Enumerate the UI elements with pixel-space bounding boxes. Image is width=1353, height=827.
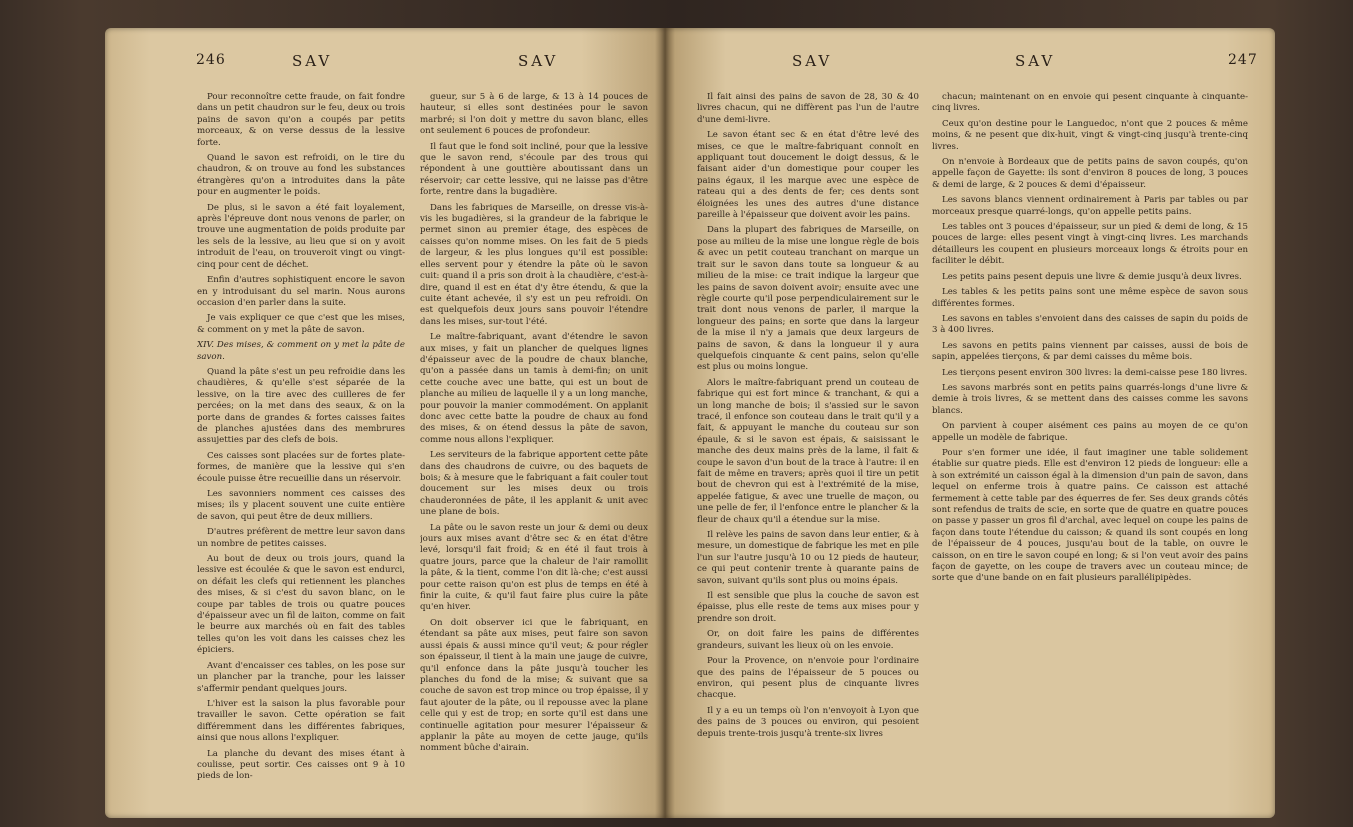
paragraph: Il faut que le fond soit incliné, pour que la lessive que le savon rend, s'écoule par des trous qui répondent à une gouttière aboutissant dans un réservoir; car cette lessive, qui ne laisse pas d'être forte, rentre dans la bugadière. — [420, 141, 648, 198]
paragraph: Il y a eu un temps où l'on n'envoyoit à Lyon que des pains de 3 pouces ou environ, qui pesoient depuis trente-trois jusqu'à trente-six livres — [697, 705, 919, 739]
paragraph: Il est sensible que plus la couche de savon est épaisse, plus elle reste de tems aux mises pour y prendre son droit. — [697, 591, 919, 624]
paragraph: L'hiver est la saison la plus favorable pour travailler le savon. Cette opération se fait différemment dans les différentes fabriques, ainsi que nous allons l'expliquer. — [197, 698, 405, 744]
page-number-right: 247 — [1228, 52, 1258, 68]
paragraph: Dans la plupart des fabriques de Marseille, on pose au milieu de la mise une longue règle de bois & avec un petit couteau tranchant on marque un trait sur le savon dans toute sa longueur & au milieu de la mise: ce trait indique la largeur que les pains de savon doivent avoir; ensuite avec une règle courte qu'il pose perpendiculairement sur le trait dont nous venons de parler, il marque la longueur des pains; en sorte que dans la largeur de la mise il n'y a jamais que deux largeurs de pains de savon, & dans la longueur il y aura quelquefois cinquante & cent pains, selon qu'elle est plus ou moins longue. — [697, 225, 919, 373]
paragraph: Les petits pains pesent depuis une livre & demie jusqu'à deux livres. — [942, 271, 1242, 282]
paragraph: Dans les fabriques de Marseille, on dresse vis-à-vis les bugadières, si la grandeur de la fabrique le permet sinon au premier étage, des espèces de caisses qu'on nomme mises. On les fait de 5 pieds de largeur, & les plus longues qu'il est possible: elles servent pour y étendre la pâte où le savon cuit: quand il a pris son droit à la chaudière, c'est-à-dire, quand il est en état d'y être étendu, & que la cuite étant achevée, il s'y est un peu refroidi. On est quelquefois deux jours sans pouvoir l'étendre dans les mises, sur-tout l'été. — [420, 202, 648, 327]
paragraph: Quand la pâte s'est un peu refroidie dans les chaudières, & qu'elle s'est séparée de la lessive, on la tire avec des cuilleres de fer percées; on la met dans des seaux, & on la porte dans de grandes & fortes caisses faites de planches ajustées dans des membrures assujetties par des clefs de bois. — [197, 366, 405, 446]
paragraph: D'autres préfèrent de mettre leur savon dans un nombre de petites caisses. — [197, 527, 405, 549]
running-head-left-col1: SAV — [292, 52, 333, 70]
paragraph: On n'envoie à Bordeaux que de petits pains de savon coupés, qu'on appelle façon de Gayette: ils sont d'environ 8 pouces de long, 3 pouces & demi de large, & 2 pouces & demi d'épaisseur. — [932, 157, 1248, 190]
paragraph: Or, on doit faire les pains de différentes grandeurs, suivant les lieux où on les envoie. — [697, 629, 919, 651]
paragraph: chacun; maintenant on en envoie qui pesent cinquante à cinquante-cinq livres. — [932, 92, 1248, 114]
paragraph: Les tables ont 3 pouces d'épaisseur, sur un pied & demi de long, & 15 pouces de large: elles pesent vingt à vingt-cinq livres. Les marchands détailleurs les coupent en plusieurs morceaux longs & étroits pour en faciliter le débit. — [932, 222, 1248, 267]
running-head-left-col2: SAV — [518, 52, 559, 70]
paragraph: Il relève les pains de savon dans leur entier, & à mesure, un domestique de fabrique les met en pile l'un sur l'autre jusqu'à 10 ou 12 pieds de hauteur, ce qui peut contenir trente à quarante pains de savon, suivant qu'ils sont plus ou moins épais. — [697, 530, 919, 586]
paragraph: XIV. Des mises, & comment on y met la pâte de savon. — [197, 340, 405, 362]
paragraph: gueur, sur 5 à 6 de large, & 13 à 14 pouces de hauteur, si elles sont destinées pour le savon marbré; si l'on doit y mettre du savon blanc, elles ont seulement 6 pouces de profondeur. — [420, 92, 648, 137]
paragraph: Les savonniers nomment ces caisses des mises; ils y placent souvent une cuite entière de savon, qui peut être de deux milliers. — [197, 489, 405, 522]
book-gutter — [655, 28, 675, 818]
paragraph: Alors le maître-fabriquant prend un couteau de fabrique qui est fort mince & tranchant, & qui a un long manche de bois; il s'assied sur le savon tracé, il enfonce son couteau dans le trait qu'il y a fait, & appuyant le manche du couteau sur son épaule, & si le savon est épais, & saisissant le manche des deux mains près de la lame, il fait & coupe le savon d'un bout de la trace à l'autre: il en fait de même en travers; après quoi il tire un petit bout de chevron qui est à l'extrémité de la mise, appelée fatigue, & avec une truelle de maçon, ou une pelle de fer, il l'enfonce entre le plancher & la fleur de chaux qu'il a étendue sur la mise. — [697, 377, 919, 525]
paragraph: Il fait ainsi des pains de savon de 28, 30 & 40 livres chacun, qui ne diffèrent pas l'un de l'autre d'une demi-livre. — [697, 92, 919, 125]
page-number-left: 246 — [196, 52, 226, 68]
paragraph: La planche du devant des mises étant à coulisse, peut sortir. Ces caisses ont 9 à 10 pieds de lon- — [197, 748, 405, 782]
paragraph: La pâte ou le savon reste un jour & demi ou deux jours aux mises avant d'être sec & en état d'être levé, lorsqu'il fait froid; & en été il faut trois à quatre jours, parce que la chaleur de l'air ramollit la pâte, & la tient, comme l'on dit là-che; c'est aussi pour cette raison qu'on est plus de temps en été à finir la cuite, & qu'il faut faire plus cuire la pâte qu'en hiver. — [420, 522, 648, 613]
paragraph: Quand le savon est refroidi, on le tire du chaudron, & on trouve au fond les substances étrangères qu'on a introduites dans la pâte pour en augmenter le poids. — [197, 153, 405, 198]
paragraph: Pour la Provence, on n'envoie pour l'ordinaire que des pains de l'épaisseur de 5 pouces ou environ, qui pesent plus de cinquante livres chacque. — [697, 656, 919, 701]
paragraph: Enfin d'autres sophistiquent encore le savon en y introduisant du sel marin. Nous aurons occasion d'en parler dans la suite. — [197, 275, 405, 308]
paragraph: Ceux qu'on destine pour le Languedoc, n'ont que 2 pouces & même moins, & ne pesent que dix-huit, vingt & vingt-cinq jusqu'à trente-cinq livres. — [932, 118, 1248, 152]
paragraph: Les savons marbrés sont en petits pains quarrés-longs d'une livre & demie à trois livres, & se mettent dans des caisses comme les savons blancs. — [932, 382, 1248, 416]
running-head-right-col1: SAV — [792, 52, 833, 70]
paragraph: Pour s'en former une idée, il faut imaginer une table solidement établie sur quatre pieds. Elle est d'environ 12 pieds de longueur: elle a à son extrémité un caisson égal à la dimension d'un pain de savon, dans lequel on enferme trois à quatre pains. Ce caisson est attaché fermement à cette table par des équerres de fer. Ses deux grands côtés sont refendus de traits de scie, en sorte que de quatre en quatre pouces on passe y passer un gros fil d'archal, avec lequel on coupe les pains de façon dans toute l'étendue du caisson; & quand ils sont coupés en long de l'épaisseur de 4 pouces, jusqu'au bout de la table, on ouvre le caisson, on en tire le savon coupé en long; & si l'on veut avoir des pains façon de gayette, on les coupe de travers avec un couteau mince; de sorte que d'une bande on en fait plusieurs parallélipipèdes. — [932, 447, 1248, 584]
paragraph: Pour reconnoître cette fraude, on fait fondre dans un petit chaudron sur le feu, deux ou trois pains de savon qu'on a coupés par petits morceaux, & on verse dessus de la lessive forte. — [197, 92, 405, 148]
paragraph: De plus, si le savon a été fait loyalement, après l'épreuve dont nous venons de parler, on trouve une augmentation de poids produite par les sels de la lessive, au lieu que si on y avoit introduit de l'eau, on trouveroit vingt ou vingt-cinq pour cent de déchet. — [197, 202, 405, 270]
paragraph: Au bout de deux ou trois jours, quand la lessive est écoulée & que le savon est endurci, on défait les clefs qui retiennent les planches des mises, & si c'est du savon blanc, on le coupe par tables de trois ou quatre pouces d'épaisseur avec un fil de laiton, comme on fait le beurre aux marchés où en fait des tables telles qu'on les voit dans les caisses chez les épiciers. — [197, 554, 405, 656]
paragraph: Ces caisses sont placées sur de fortes plate-formes, de manière que la lessive qui s'en écoule puisse être recueillie dans un réservoir. — [197, 450, 405, 484]
running-head-right-col2: SAV — [1015, 52, 1056, 70]
paragraph: Les savons en tables s'envoient dans des caisses de sapin du poids de 3 à 400 livres. — [932, 313, 1248, 336]
right-page-column-1 — [697, 92, 919, 808]
paragraph: Les serviteurs de la fabrique apportent cette pâte dans des chaudrons de cuivre, ou des baquets de bois; & à mesure que le fabriquant a fait couler tout doucement sur les mises deux ou trois chauderonnées de pâte, il les applanit & unit avec une plane de bois. — [420, 450, 648, 518]
right-page-column-2 — [932, 92, 1248, 808]
paragraph: Les savons blancs viennent ordinairement à Paris par tables ou par morceaux presque quarré-longs, qu'on appelle petits pains. — [932, 195, 1248, 217]
paragraph: Je vais expliquer ce que c'est que les mises, & comment on y met la pâte de savon. — [197, 313, 405, 335]
paragraph: Avant d'encaisser ces tables, on les pose sur un plancher par la tranche, pour les laisser s'affermir pendant quelques jours. — [197, 660, 405, 694]
paragraph: On parvient à couper aisément ces pains au moyen de ce qu'on appelle un modèle de fabrique. — [932, 421, 1248, 443]
paragraph: Les savons en petits pains viennent par caisses, aussi de bois de sapin, appelées tierçons, & par demi caisses du même bois. — [932, 340, 1248, 363]
left-page-column-2 — [420, 92, 648, 808]
paragraph: Le maître-fabriquant, avant d'étendre le savon aux mises, y fait un plancher de quelques lignes d'épaisseur avec de la poudre de chaux blanche, qu'on a passée dans un tamis à demi-fin; on unit cette couche avec une batte, qui est un bout de planche au milieu de laquelle il y a un long manche, pour pouvoir la manier commodément. On applanit donc avec cette batte la poudre de chaux au fond des mises, & on étend dessus la pâte de savon, comme nous allons l'expliquer. — [420, 332, 648, 445]
left-page-column-1 — [197, 92, 405, 808]
paragraph: Le savon étant sec & en état d'être levé des mises, ce que le maître-fabriquant connoît en appliquant tout doucement le doigt dessus, & le faisant aider d'un domestique pour couper les pains égaux, il les marque avec une espèce de rateau qui a des dents de fer; ces dents sont éloignées les unes des autres d'une distance pareille à l'épaisseur que doivent avoir les pains. — [697, 130, 919, 221]
paragraph: Les tierçons pesent environ 300 livres: la demi-caisse pese 180 livres. — [942, 367, 1248, 378]
paragraph: On doit observer ici que le fabriquant, en étendant sa pâte aux mises, peut faire son savon aussi épais & aussi mince qu'il veut; & pour régler son épaisseur, il tient à la main une jauge de cuivre, qu'il enfonce dans la pâte jusqu'à toucher les planches du fond de la mise; & suivant que sa couche de savon est trop mince ou trop épaisse, il y faut ajouter de la pâte, ou il repousse avec la plane celle qui y est de trop; en sorte qu'il est dans une continuelle agitation pour mesurer l'épaisseur & applanir la pâte au moyen de cette jauge, qu'ils nomment bûche d'airain. — [420, 617, 648, 754]
paragraph: Les tables & les petits pains sont une même espèce de savon sous différentes formes. — [932, 287, 1248, 309]
